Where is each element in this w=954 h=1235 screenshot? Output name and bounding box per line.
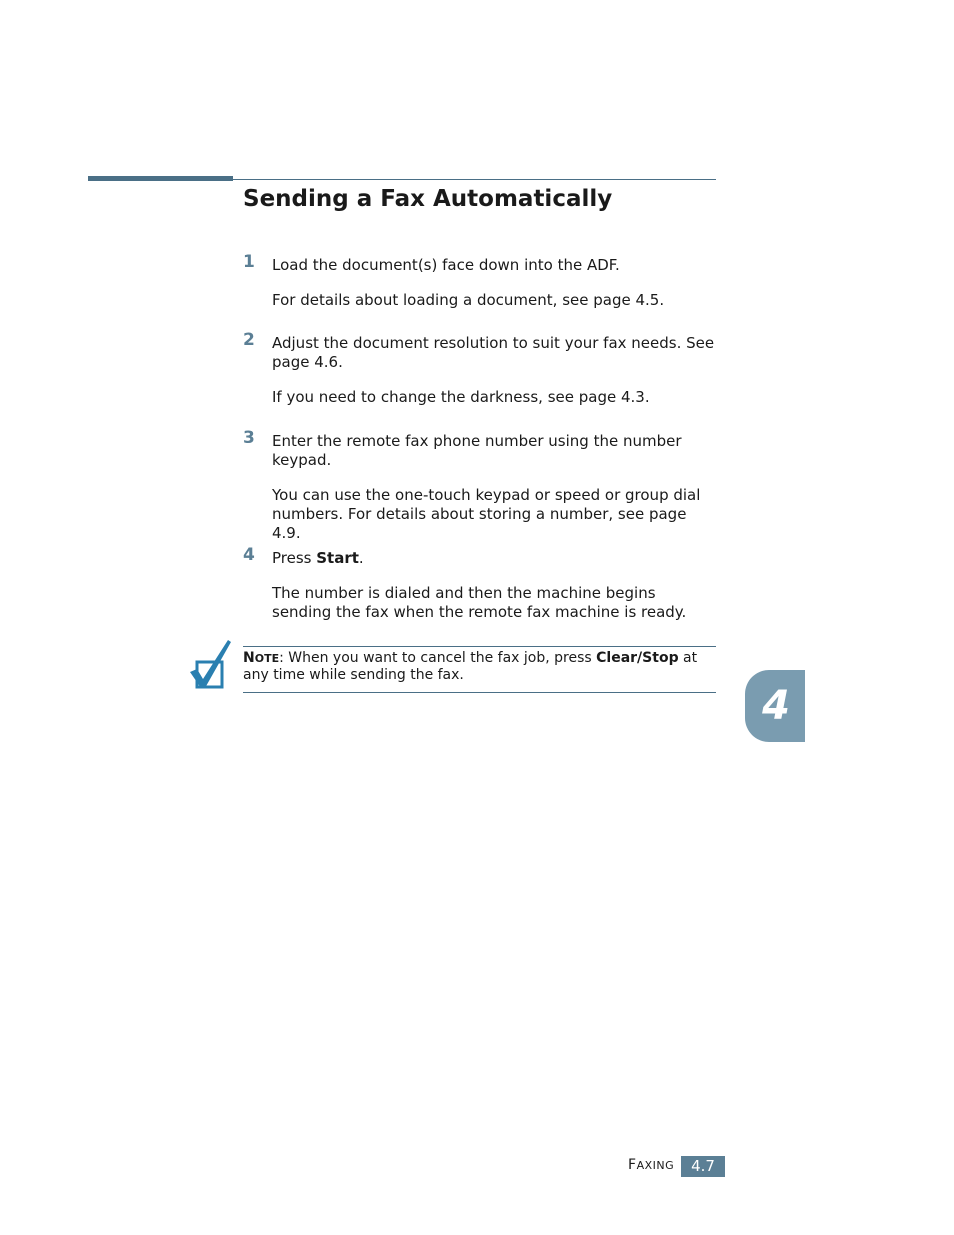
heading-rule-thick <box>88 176 233 181</box>
heading-rule-thin <box>233 179 716 180</box>
step-text: Adjust the document resolution to suit your fax needs. See page 4.6. <box>272 334 715 371</box>
note-label-rest: OTE <box>254 652 280 665</box>
footer-section-rest: AXING <box>636 1159 675 1172</box>
step-number: 3 <box>243 428 255 448</box>
step-2 <box>243 330 718 407</box>
step-text-prefix: Press <box>272 549 317 567</box>
footer-page-number: 4.7 <box>681 1156 725 1177</box>
step-subtext: The number is dialed and then the machine begins sending the fax when the remote fax machine is ready. <box>272 584 687 621</box>
chapter-tab <box>745 670 805 742</box>
step-1 <box>243 252 718 310</box>
step-subtext: If you need to change the darkness, see page 4.3. <box>272 388 650 406</box>
note <box>243 650 718 684</box>
note-label <box>243 650 279 666</box>
step-number: 4 <box>243 545 255 565</box>
footer-section-initial: F <box>628 1157 637 1173</box>
step-4 <box>243 545 718 622</box>
start-key-label: Start <box>316 549 359 567</box>
step-text: Load the document(s) face down into the ADF. <box>272 256 620 274</box>
step-text <box>272 549 718 568</box>
chapter-number: 4 <box>762 683 790 729</box>
checkmark-icon <box>188 638 232 692</box>
step-subtext: You can use the one-touch keypad or speed or group dial numbers. For details about storing a number, see page 4.9. <box>272 486 701 542</box>
step-number: 1 <box>243 252 255 272</box>
note-rule-bottom <box>243 692 716 693</box>
step-subtext: For details about loading a document, see page 4.5. <box>272 291 665 309</box>
step-text-suffix: . <box>358 549 364 567</box>
note-label-initial: N <box>243 650 255 666</box>
clear-stop-key-label: Clear/Stop <box>596 650 679 666</box>
step-3 <box>243 428 718 543</box>
note-text-prefix: : When you want to cancel the fax job, press <box>279 650 597 666</box>
note-rule-top <box>243 646 716 647</box>
page-title: Sending a Fax Automatically <box>243 186 613 212</box>
footer-section-name <box>628 1157 674 1173</box>
step-number: 2 <box>243 330 255 350</box>
step-text: Enter the remote fax phone number using the number keypad. <box>272 432 682 469</box>
note-text-suffix: at any time while sending the fax. <box>243 650 698 683</box>
